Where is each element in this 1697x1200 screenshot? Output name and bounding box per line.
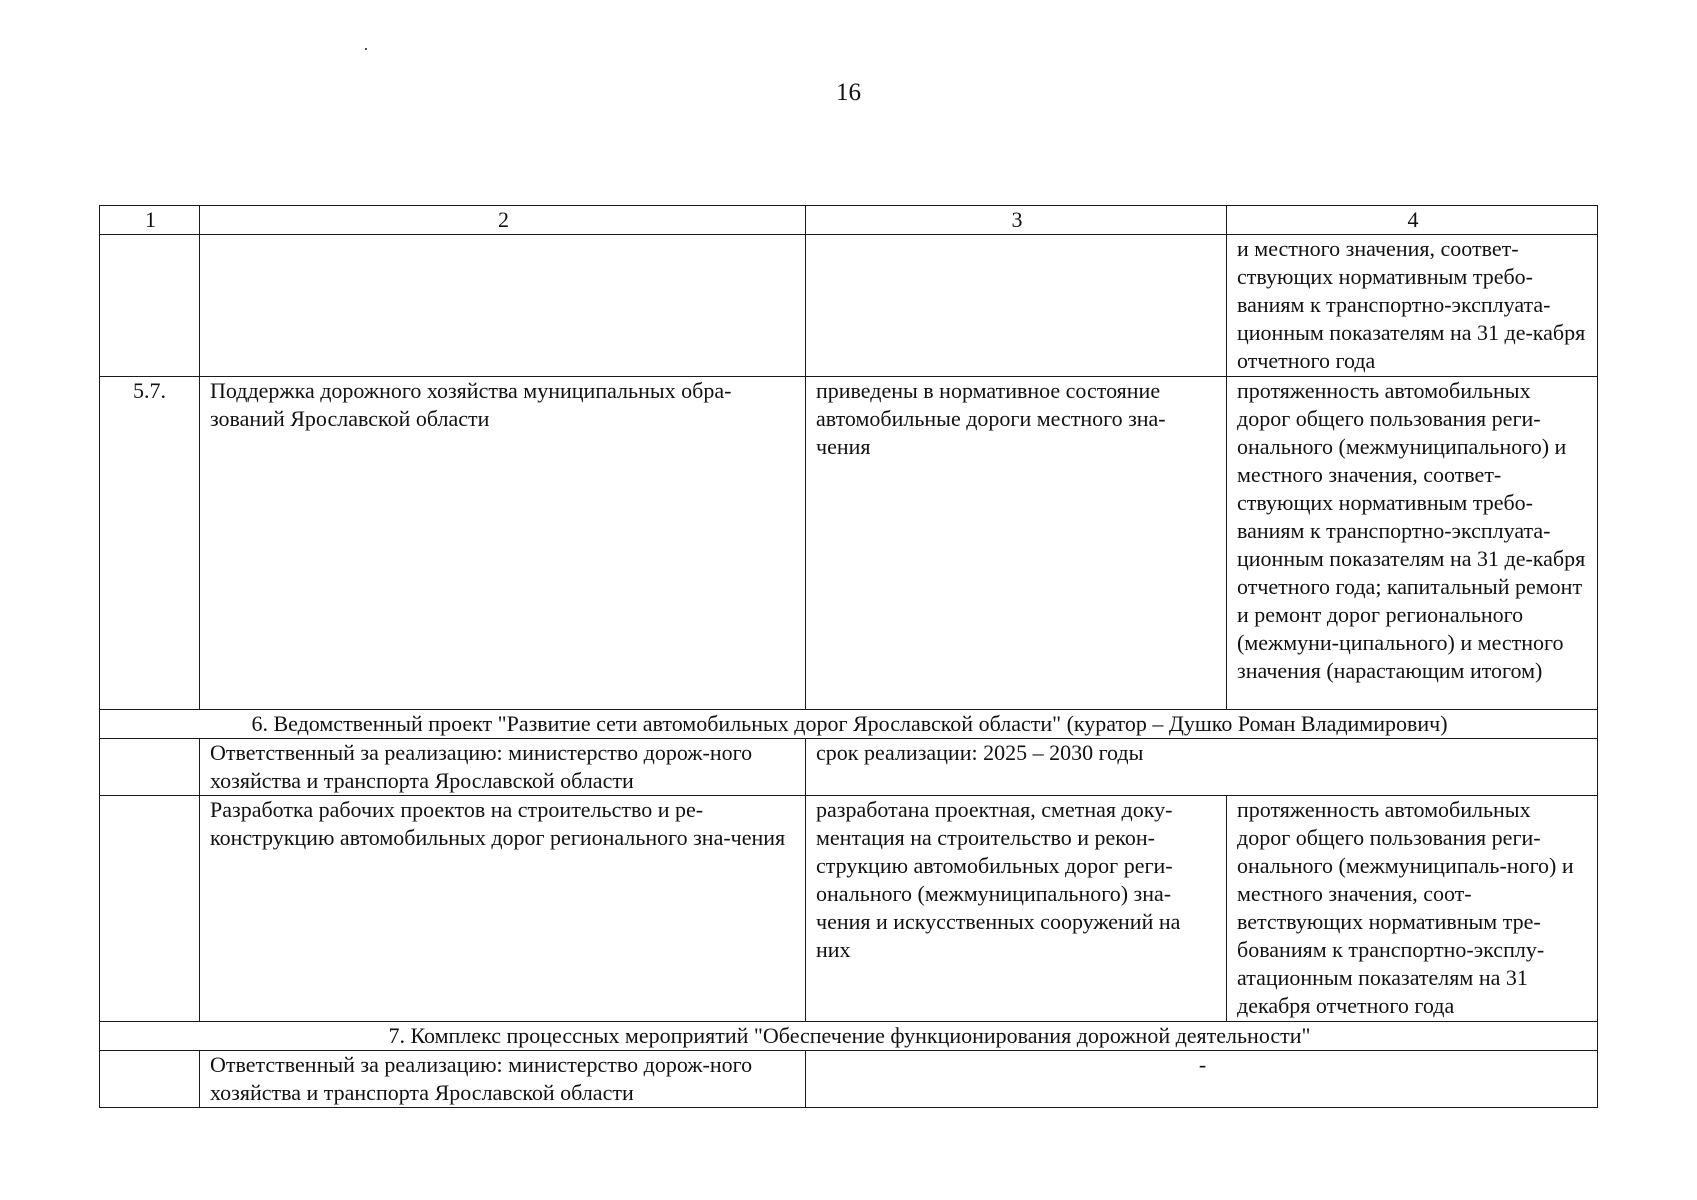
header-row (100, 206, 1598, 235)
row-number: 5.7. (100, 377, 200, 710)
header-col-2: 2 (200, 206, 806, 235)
continuation-result-cell (806, 235, 1227, 377)
page-number: 16 (836, 79, 861, 106)
section-6-task-indicator: протяженность автомобильных дорог общего пользования реги-онального (межмуниципаль-ного) и местного значения, соот-ветствующих нормативным тре-бованиям к транспортно-эксплу-атационным показателям на 31 декабря отчетного года (1227, 796, 1598, 1022)
section-7-title: 7. Комплекс процессных мероприятий "Обеспечение функционирования дорожной деятельности" (100, 1022, 1598, 1051)
header-col-4: 4 (1227, 206, 1598, 235)
row-indicator: протяженность автомобильных дорог общего пользования реги-онального (межмуниципального) и местного значения, соответ-ствующих нормативным требо-ваниям к транспортно-эксплуата-ционным показателям на 31 де-кабря отчетного года; капитальный ремонт и ремонт дорог регионального (межмуни-ципального) и местного значения (нарастающим итогом) (1227, 377, 1598, 710)
header-col-3: 3 (806, 206, 1227, 235)
section-7-num-cell (100, 1051, 200, 1108)
section-7-responsible-row (100, 1051, 1598, 1108)
continuation-num-cell (100, 235, 200, 377)
section-6-responsible: Ответственный за реализацию: министерство дорож-ного хозяйства и транспорта Ярославской области (200, 739, 806, 796)
section-6-task-result: разработана проектная, сметная доку-ментация на строительство и рекон-струкцию автомобильных дорог реги-онального (межмуниципального) зна-чения и искусственных сооружений на них (806, 796, 1227, 1022)
section-7-term: - (806, 1051, 1598, 1108)
section-6-responsible-row (100, 739, 1598, 796)
section-7-responsible: Ответственный за реализацию: министерство дорож-ного хозяйства и транспорта Ярославской области (200, 1051, 806, 1108)
row-result: приведены в нормативное состояние автомобильные дороги местного зна-чения (806, 377, 1227, 710)
section-6-heading-row (100, 710, 1598, 739)
section-6-title: 6. Ведомственный проект "Развитие сети автомобильных дорог Ярославской области" (куратор – Душко Роман Владимирович) (100, 710, 1598, 739)
continuation-row (100, 235, 1598, 377)
section-6-task-name: Разработка рабочих проектов на строительство и ре-конструкцию автомобильных дорог регионального зна-чения (200, 796, 806, 1022)
table-row-5-7 (100, 377, 1598, 710)
program-table (99, 205, 1598, 1108)
section-6-task-row (100, 796, 1598, 1022)
row-name: Поддержка дорожного хозяйства муниципальных обра-зований Ярославской области (200, 377, 806, 710)
scan-speck (365, 48, 367, 50)
continuation-indicator-cell: и местного значения, соответ-ствующих нормативным требо-ваниям к транспортно-эксплуата-ционным показателям на 31 де-кабря отчетного года (1227, 235, 1598, 377)
section-6-num-cell (100, 739, 200, 796)
section-6-task-num-cell (100, 796, 200, 1022)
header-col-1: 1 (100, 206, 200, 235)
section-6-term: срок реализации: 2025 – 2030 годы (806, 739, 1598, 796)
continuation-name-cell (200, 235, 806, 377)
section-7-heading-row (100, 1022, 1598, 1051)
